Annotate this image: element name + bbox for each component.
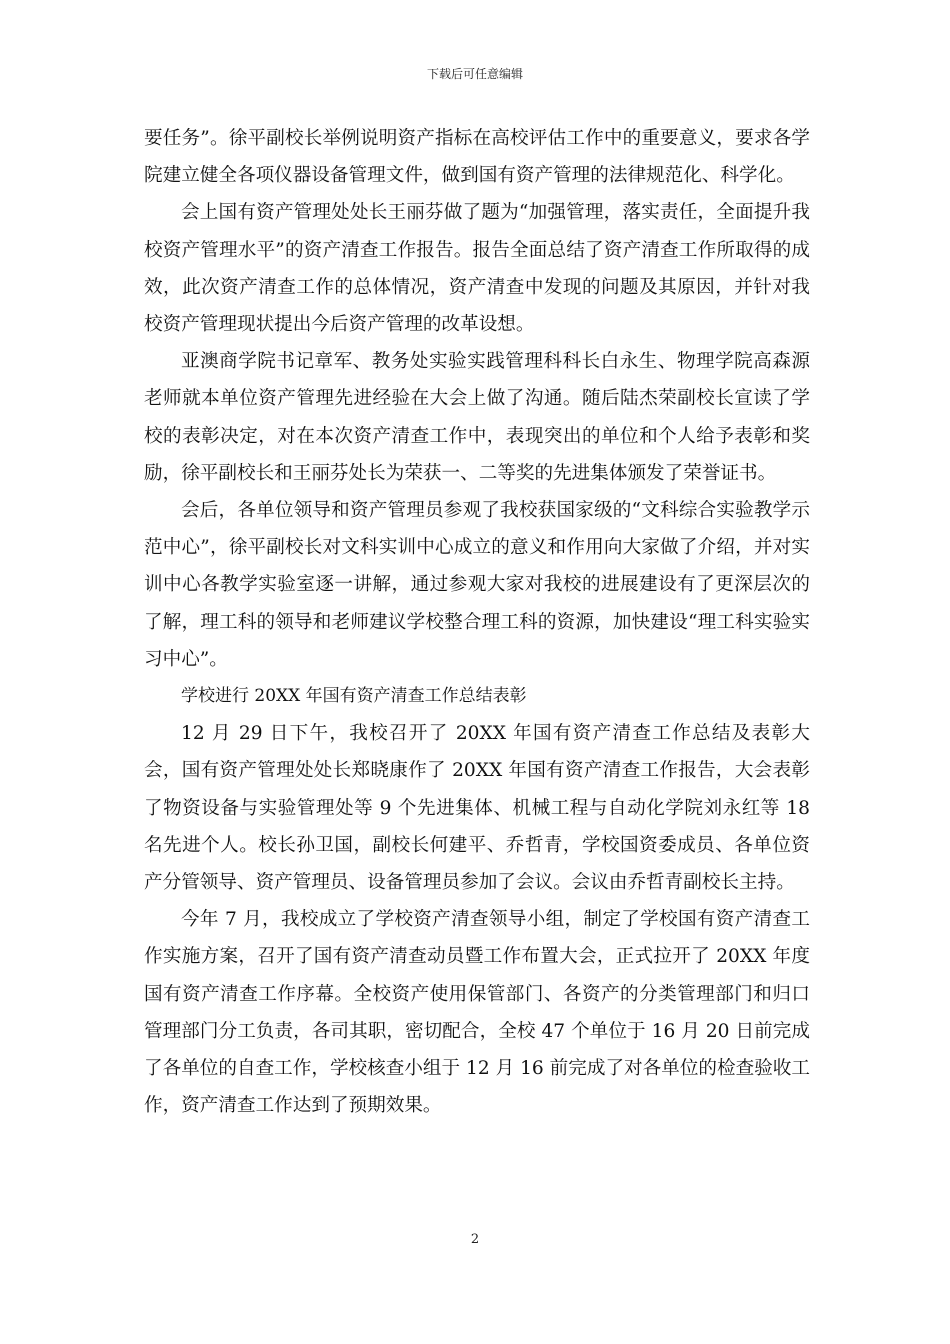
paragraph-6: 12 月 29 日下午，我校召开了 20XX 年国有资产清查工作总结及表彰大会，国有资产管理处处长郑晓康作了 20XX 年国有资产清查工作报告，大会表彰了物资设备与实验管理处等 9 个先进集体、机械工程与自动化学院刘永红等 18 名先进个人。校长孙卫国，副校长何建平、乔哲青，学校国资委成员、各单位资产分管领导、资产管理员、设备管理员参加了会议。会议由乔哲青副校长主持。	[144, 723, 810, 894]
paragraph-4: 会后，各单位领导和资产管理员参观了我校获国家级的“文科综合实验教学示范中心”，徐平副校长对文科实训中心成立的意义和作用向大家做了介绍，并对实训中心各教学实验室逐一讲解，通过参观大家对我校的进展建设有了更深层次的了解，理工科的领导和老师建议学校整合理工科的资源，加快建设“理工科实验实习中心”。	[144, 500, 810, 670]
paragraph-2: 会上国有资产管理处处长王丽芬做了题为“加强管理，落实责任，全面提升我校资产管理水平”的资产清查工作报告。报告全面总结了资产清查工作所取得的成效，此次资产清查工作的总体情况，资产清查中发现的问题及其原因，并针对我校资产管理现状提出今后资产管理的改革设想。	[144, 202, 810, 336]
page-header: 下载后可任意编辑	[426, 67, 523, 81]
section-heading: 学校进行 20XX 年国有资产清查工作总结表彰	[181, 686, 527, 707]
document-body	[144, 120, 810, 1124]
page-number: 2	[470, 1232, 480, 1247]
paragraph-7: 今年 7 月，我校成立了学校资产清查领导小组，制定了学校国有资产清查工作实施方案，召开了国有资产清查动员暨工作布置大会，正式拉开了 20XX 年度国有资产清查工作序幕。全校资产使用保管部门、各资产的分类管理部门和归口管理部门分工负责，各司其职，密切配合，全校 47 个单位于 16 月 20 日前完成了各单位的自查工作，学校核查小组于 12 月 16 前完成了对各单位的检查验收工作，资产清查工作达到了预期效果。	[144, 909, 810, 1117]
paragraph-1: 要任务”。徐平副校长举例说明资产指标在高校评估工作中的重要意义，要求各学院建立健全各项仪器设备管理文件，做到国有资产管理的法律规范化、科学化。	[144, 128, 810, 187]
paragraph-3: 亚澳商学院书记章军、教务处实验实践管理科科长白永生、物理学院高森源老师就本单位资产管理先进经验在大会上做了沟通。随后陆杰荣副校长宣读了学校的表彰决定，对在本次资产清查工作中，表现突出的单位和个人给予表彰和奖励，徐平副校长和王丽芬处长为荣获一、二等奖的先进集体颁发了荣誉证书。	[144, 351, 810, 484]
